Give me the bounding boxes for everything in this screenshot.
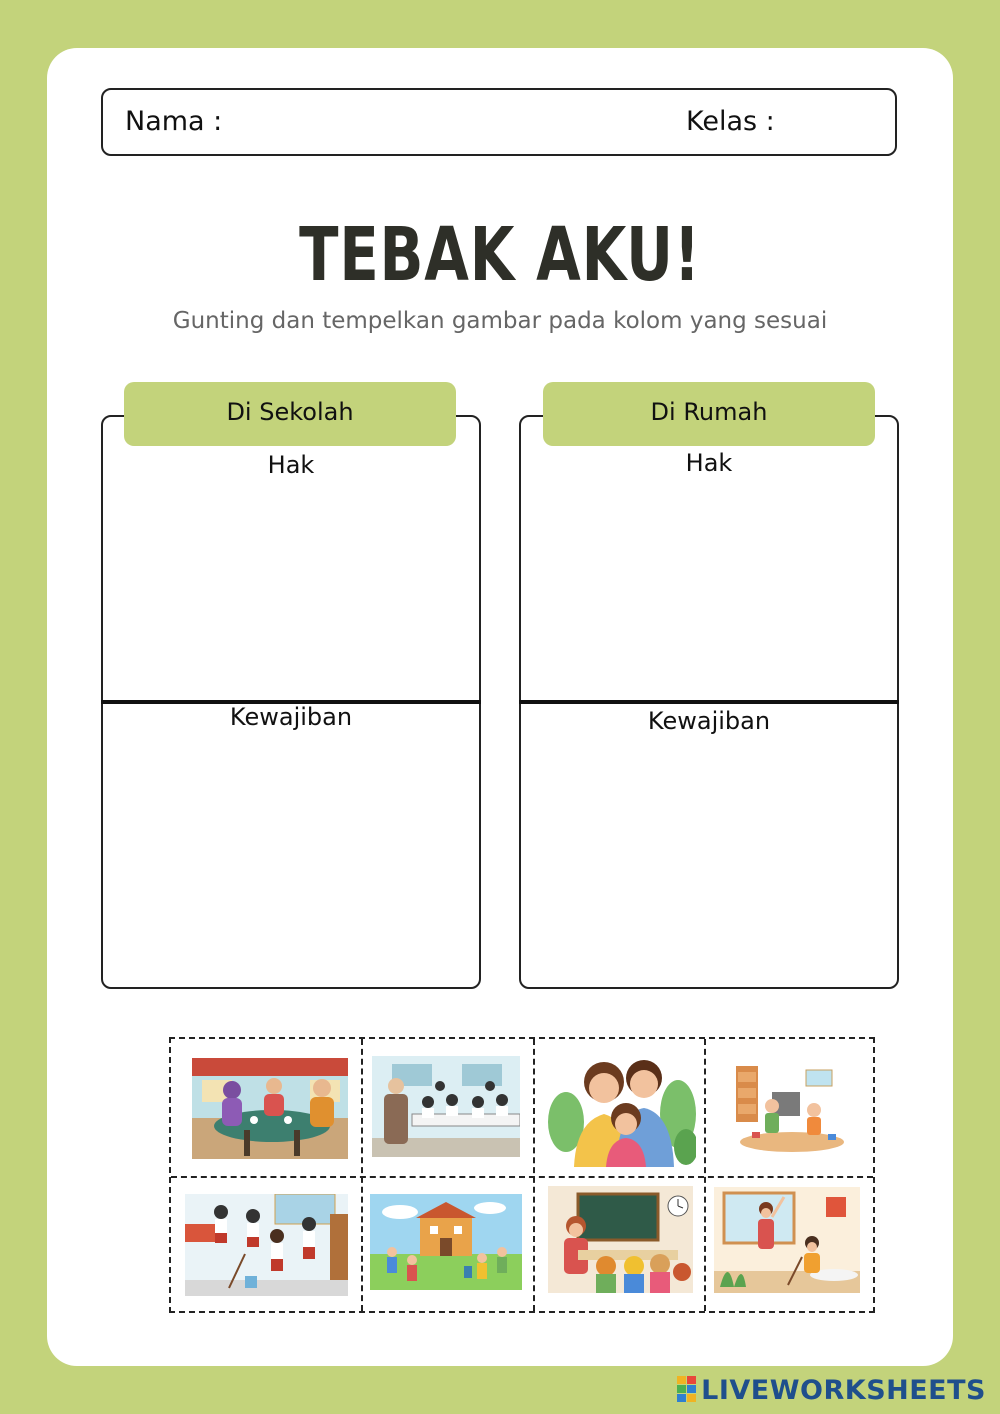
column-divider	[519, 700, 899, 704]
kids-playing-room-illustration[interactable]	[732, 1062, 846, 1156]
school-cleanup-illustration[interactable]	[370, 1194, 522, 1290]
liveworksheets-logo-icon	[677, 1376, 697, 1402]
page-subtitle: Gunting dan tempelkan gambar pada kolom yang sesuai	[172, 308, 828, 334]
home-duties-label: Kewajiban	[647, 707, 771, 735]
cut-line	[171, 1176, 873, 1178]
teacher-classroom-illustration[interactable]	[372, 1056, 520, 1157]
class-label: Kelas :	[686, 106, 775, 137]
name-class-box	[101, 88, 897, 156]
school-rights-label: Hak	[267, 451, 315, 479]
family-dinner-illustration[interactable]	[192, 1058, 348, 1159]
name-label: Nama :	[125, 106, 223, 137]
teacher-reading-illustration[interactable]	[548, 1186, 693, 1293]
students-cleaning-class-illustration[interactable]	[185, 1194, 348, 1296]
page-title: TEBAK AKU!	[299, 212, 701, 298]
house-cleaning-illustration[interactable]	[714, 1187, 860, 1293]
school-column[interactable]	[101, 415, 481, 989]
brand-logo	[677, 1375, 986, 1406]
family-hug-illustration[interactable]	[546, 1052, 696, 1167]
school-heading: Di Sekolah	[124, 382, 456, 446]
cut-line	[704, 1039, 706, 1311]
brand-text: LIVEWORKSHEETS	[701, 1375, 986, 1406]
home-column[interactable]	[519, 415, 899, 989]
cut-line	[533, 1039, 535, 1311]
home-heading: Di Rumah	[543, 382, 875, 446]
cut-line	[361, 1039, 363, 1311]
home-rights-label: Hak	[685, 449, 733, 477]
school-duties-label: Kewajiban	[229, 703, 353, 731]
